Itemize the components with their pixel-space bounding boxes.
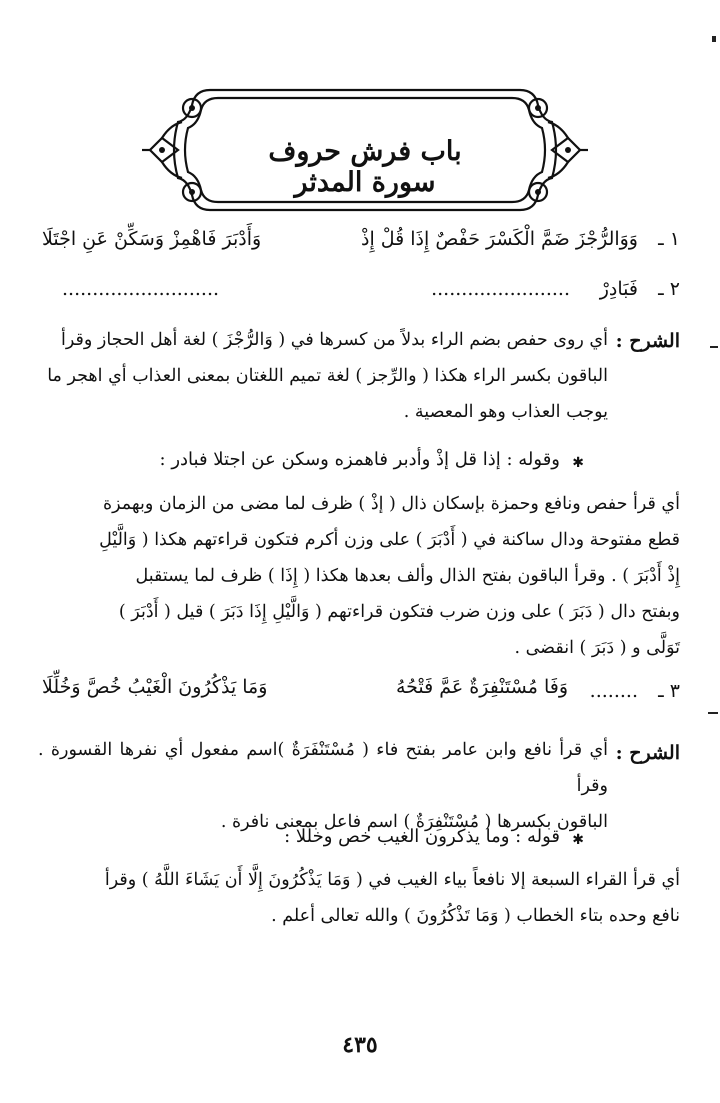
scan-mark — [710, 346, 718, 348]
explanation-1-paragraph — [38, 486, 680, 666]
sharh-label-1: الشرح : — [615, 330, 680, 352]
verse-1-second-hemistich: وَأَدْبَرَ فَاهْمِزْ وَسَكِّنْ عَنِ اجْتَلَا — [42, 228, 262, 250]
star-bullet-2: ✱ — [572, 832, 584, 848]
verse-2-number: ٢ ـ — [658, 278, 680, 300]
explanation-1-line-4: وبفتح دال ( دَبَرَ ) على وزن ضرب فتكون قراءتهم ( وَالَّيْلِ إِذَا دَبَرَ ) قيل ( أَدْبَرَ ) — [118, 602, 680, 622]
sharh-2-line-1: أي قرأ نافع وابن عامر بفتح فاء ( مُسْتَنْفَرَةٌ )اسم مفعول أي نفرها القسورة . وقرأ — [38, 740, 608, 796]
qawluh-1: وقوله : إذا قل إذْ وأدبر فاهمزه وسكن عن اجتلا فبادر : — [159, 449, 560, 470]
sharh-1-line-1: أي روى حفص بضم الراء بدلاً من كسرها في ( وَالرُّجْزَ ) لغة أهل الحجاز وقرأ — [60, 330, 608, 350]
explanation-2-paragraph — [38, 862, 680, 934]
star-bullet-1: ✱ — [572, 455, 584, 471]
explanation-1-line-3: إِذْ أَدْبَرَ ) . وقرأ الباقون بفتح الذال وألف بعدها هكذا ( إِذَا ) ظرف لما يستقبل — [135, 566, 680, 586]
explanation-2-line-1: أي قرأ القراء السبعة إلا نافعاً بياء الغيب في ( وَمَا يَذْكُرُونَ إِلَّا أَن يَشَاءَ اللَّهُ ) وقرأ — [104, 870, 680, 890]
verse-2-first-hemistich: فَبَادِرْ — [599, 278, 638, 300]
qawluh-2: قوله : وما يذكرون الغيب خص وخللا : — [284, 826, 560, 847]
verse-3-first-hemistich: وَفَا مُسْتَنْفِرَةٌ عَمَّ فَتْحُهُ — [395, 676, 568, 698]
explanation-1-line-2: قطع مفتوحة ودال ساكنة في ( أَدْبَرَ ) على وزن أكرم فتكون قراءتهم هكذا ( وَالَّيْلِ — [99, 530, 680, 550]
title-cartouche — [140, 80, 590, 220]
scan-mark — [708, 712, 718, 714]
verse-3-second-hemistich: وَمَا يَذْكُرُونَ الْغَيْبُ خُصَّ وَخُلِّلَا — [42, 676, 268, 698]
sharh-2-line-2: الباقون بكسرها ( مُسْتَنْفِرَةٌ ) اسم فاعل بمعنى نافرة . — [220, 812, 608, 832]
verse-3-number: ٣ ـ — [658, 680, 680, 702]
verse-2-dots-left: .......................... — [62, 278, 220, 300]
sharh-1-paragraph — [38, 322, 608, 430]
explanation-1-line-1: أي قرأ حفص ونافع وحمزة بإسكان ذال ( إذْ ) ظرف لما مضى من الزمان وبهمزة — [102, 494, 680, 514]
explanation-2-line-2: نافع وحده بتاء الخطاب ( وَمَا تَذْكُرُونَ ) والله تعالى أعلم . — [271, 906, 680, 926]
chapter-title: باب فرش حروف سورة المدثر — [268, 136, 462, 198]
scan-mark — [712, 36, 716, 42]
verse-1-first-hemistich: وَوَالرُّجْزَ ضَمَّ الْكَسْرَ حَفْصٌ إِذَا قُلْ إِذْ — [360, 228, 638, 250]
sharh-label-2: الشرح : — [615, 742, 680, 764]
explanation-1-line-5: تَوَلَّى و ( دَبَرَ ) انقضى . — [514, 638, 680, 658]
sharh-1-line-2: الباقون بكسر الراء هكذا ( والرِّجز ) لغة تميم اللغتان بمعنى العذاب أي اهجر ما — [47, 366, 608, 386]
verse-1-number: ١ ـ — [658, 228, 680, 250]
sharh-1-line-3: يوجب العذاب وهو المعصية . — [403, 402, 608, 422]
page-number: ٤٣٥ — [342, 1032, 378, 1058]
verse-2-dots-right: ....................... — [431, 278, 570, 300]
sharh-2-paragraph — [38, 732, 608, 840]
verse-3-dots: ........ — [589, 680, 638, 702]
